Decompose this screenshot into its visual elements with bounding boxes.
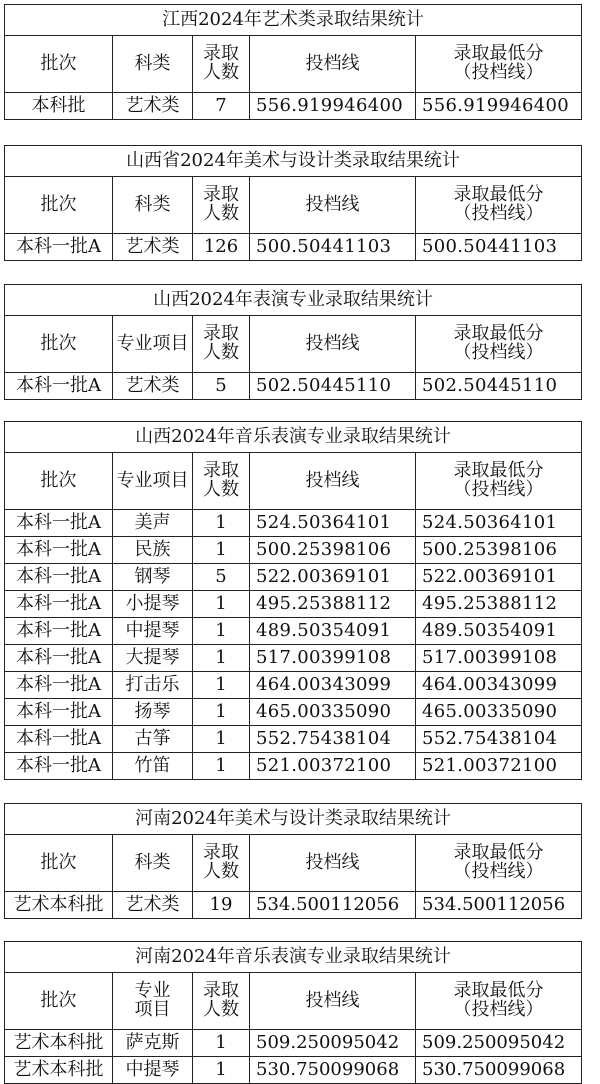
admission-table-henan-music — [4, 941, 582, 1084]
cell-count: 1 — [193, 726, 250, 753]
cell-min-score: 530.750099068 — [416, 1057, 582, 1084]
cell-min-score: 534.500112056 — [416, 892, 582, 919]
cell-min-score: 465.00335090 — [416, 699, 582, 726]
cell-count: 7 — [193, 93, 250, 120]
table-title: 河南2024年音乐表演专业录取结果统计 — [5, 942, 582, 973]
cell-batch: 本科一批A — [5, 234, 113, 261]
cell-item: 艺术类 — [113, 234, 193, 261]
cell-cutoff: 495.25388112 — [250, 591, 416, 618]
cell-count: 5 — [193, 373, 250, 400]
header-batch: 批次 — [5, 973, 113, 1030]
cell-item: 古筝 — [113, 726, 193, 753]
cell-item: 小提琴 — [113, 591, 193, 618]
table-row — [5, 753, 582, 780]
cell-min-score: 517.00399108 — [416, 645, 582, 672]
cell-count: 1 — [193, 1057, 250, 1084]
table-title: 山西2024年表演专业录取结果统计 — [5, 285, 582, 316]
header-min-score: 录取最低分 （投档线） — [416, 36, 582, 93]
header-major-item: 专业 项目 — [113, 973, 193, 1030]
cell-cutoff: 502.50445110 — [250, 373, 416, 400]
header-batch: 批次 — [5, 177, 113, 234]
cell-item: 大提琴 — [113, 645, 193, 672]
cell-item: 中提琴 — [113, 1057, 193, 1084]
admission-table-shanxi-music — [4, 421, 582, 780]
header-subject: 科类 — [113, 835, 193, 892]
header-subject: 科类 — [113, 177, 193, 234]
cell-cutoff: 500.50441103 — [250, 234, 416, 261]
cell-cutoff: 530.750099068 — [250, 1057, 416, 1084]
table-row — [5, 672, 582, 699]
cell-batch: 本科批 — [5, 93, 113, 120]
header-batch: 批次 — [5, 453, 113, 510]
cell-cutoff: 489.50354091 — [250, 618, 416, 645]
cell-item: 竹笛 — [113, 753, 193, 780]
cell-min-score: 464.00343099 — [416, 672, 582, 699]
table-row — [5, 510, 582, 537]
cell-count: 1 — [193, 618, 250, 645]
table-row — [5, 591, 582, 618]
cell-count: 19 — [193, 892, 250, 919]
cell-batch: 本科一批A — [5, 618, 113, 645]
cell-cutoff: 465.00335090 — [250, 699, 416, 726]
table-row — [5, 618, 582, 645]
cell-count: 1 — [193, 510, 250, 537]
cell-count: 1 — [193, 591, 250, 618]
header-min-score: 录取最低分 （投档线） — [416, 835, 582, 892]
header-admit-count: 录取 人数 — [193, 973, 250, 1030]
table-row — [5, 726, 582, 753]
table-title: 河南2024年美术与设计类录取结果统计 — [5, 804, 582, 835]
header-admit-count: 录取 人数 — [193, 835, 250, 892]
header-admit-count: 录取 人数 — [193, 453, 250, 510]
table-row — [5, 234, 582, 261]
cell-min-score: 556.919946400 — [416, 93, 582, 120]
cell-count: 5 — [193, 564, 250, 591]
header-min-score: 录取最低分 （投档线） — [416, 973, 582, 1030]
header-subject: 科类 — [113, 36, 193, 93]
header-cutoff: 投档线 — [250, 177, 416, 234]
table-row — [5, 564, 582, 591]
cell-cutoff: 556.919946400 — [250, 93, 416, 120]
cell-min-score: 500.50441103 — [416, 234, 582, 261]
table-row — [5, 645, 582, 672]
cell-batch: 本科一批A — [5, 537, 113, 564]
table-row — [5, 699, 582, 726]
cell-batch: 本科一批A — [5, 672, 113, 699]
cell-batch: 本科一批A — [5, 753, 113, 780]
cell-item: 钢琴 — [113, 564, 193, 591]
cell-min-score: 500.25398106 — [416, 537, 582, 564]
cell-cutoff: 509.250095042 — [250, 1030, 416, 1057]
cell-item: 民族 — [113, 537, 193, 564]
header-cutoff: 投档线 — [250, 36, 416, 93]
header-admit-count: 录取 人数 — [193, 36, 250, 93]
cell-cutoff: 521.00372100 — [250, 753, 416, 780]
cell-batch: 本科一批A — [5, 591, 113, 618]
header-batch: 批次 — [5, 835, 113, 892]
admission-table-shanxi-design — [4, 145, 582, 261]
header-major-item: 专业项目 — [113, 316, 193, 373]
cell-batch: 艺术本科批 — [5, 892, 113, 919]
admission-table-henan-design — [4, 803, 582, 919]
header-major-item: 专业项目 — [113, 453, 193, 510]
cell-item: 萨克斯 — [113, 1030, 193, 1057]
cell-count: 1 — [193, 1030, 250, 1057]
header-admit-count: 录取 人数 — [193, 177, 250, 234]
header-cutoff: 投档线 — [250, 316, 416, 373]
cell-count: 126 — [193, 234, 250, 261]
cell-item: 美声 — [113, 510, 193, 537]
cell-min-score: 509.250095042 — [416, 1030, 582, 1057]
header-min-score: 录取最低分 （投档线） — [416, 177, 582, 234]
cell-cutoff: 522.00369101 — [250, 564, 416, 591]
cell-batch: 本科一批A — [5, 726, 113, 753]
cell-cutoff: 500.25398106 — [250, 537, 416, 564]
cell-count: 1 — [193, 537, 250, 564]
cell-count: 1 — [193, 645, 250, 672]
cell-batch: 本科一批A — [5, 645, 113, 672]
cell-item: 艺术类 — [113, 892, 193, 919]
table-row — [5, 1057, 582, 1084]
header-cutoff: 投档线 — [250, 973, 416, 1030]
cell-cutoff: 524.50364101 — [250, 510, 416, 537]
header-min-score: 录取最低分 （投档线） — [416, 316, 582, 373]
cell-min-score: 522.00369101 — [416, 564, 582, 591]
table-row — [5, 1030, 582, 1057]
admission-table-shanxi-performance — [4, 284, 582, 400]
cell-batch: 本科一批A — [5, 510, 113, 537]
admission-table-jiangxi-art — [4, 4, 582, 120]
cell-batch: 艺术本科批 — [5, 1057, 113, 1084]
table-row — [5, 537, 582, 564]
header-batch: 批次 — [5, 316, 113, 373]
table-title: 山西2024年音乐表演专业录取结果统计 — [5, 422, 582, 453]
cell-min-score: 489.50354091 — [416, 618, 582, 645]
table-row — [5, 892, 582, 919]
cell-item: 艺术类 — [113, 93, 193, 120]
cell-count: 1 — [193, 753, 250, 780]
table-title: 山西省2024年美术与设计类录取结果统计 — [5, 146, 582, 177]
header-cutoff: 投档线 — [250, 453, 416, 510]
cell-item: 扬琴 — [113, 699, 193, 726]
cell-min-score: 521.00372100 — [416, 753, 582, 780]
cell-count: 1 — [193, 699, 250, 726]
cell-batch: 本科一批A — [5, 373, 113, 400]
cell-cutoff: 517.00399108 — [250, 645, 416, 672]
cell-count: 1 — [193, 672, 250, 699]
header-min-score: 录取最低分 （投档线） — [416, 453, 582, 510]
cell-batch: 本科一批A — [5, 699, 113, 726]
header-batch: 批次 — [5, 36, 113, 93]
cell-item: 艺术类 — [113, 373, 193, 400]
cell-batch: 艺术本科批 — [5, 1030, 113, 1057]
table-title: 江西2024年艺术类录取结果统计 — [5, 5, 582, 36]
cell-item: 打击乐 — [113, 672, 193, 699]
cell-cutoff: 552.75438104 — [250, 726, 416, 753]
table-row — [5, 93, 582, 120]
cell-cutoff: 464.00343099 — [250, 672, 416, 699]
cell-batch: 本科一批A — [5, 564, 113, 591]
table-row — [5, 373, 582, 400]
cell-min-score: 495.25388112 — [416, 591, 582, 618]
header-cutoff: 投档线 — [250, 835, 416, 892]
cell-min-score: 524.50364101 — [416, 510, 582, 537]
cell-item: 中提琴 — [113, 618, 193, 645]
header-admit-count: 录取 人数 — [193, 316, 250, 373]
cell-min-score: 502.50445110 — [416, 373, 582, 400]
cell-min-score: 552.75438104 — [416, 726, 582, 753]
cell-cutoff: 534.500112056 — [250, 892, 416, 919]
